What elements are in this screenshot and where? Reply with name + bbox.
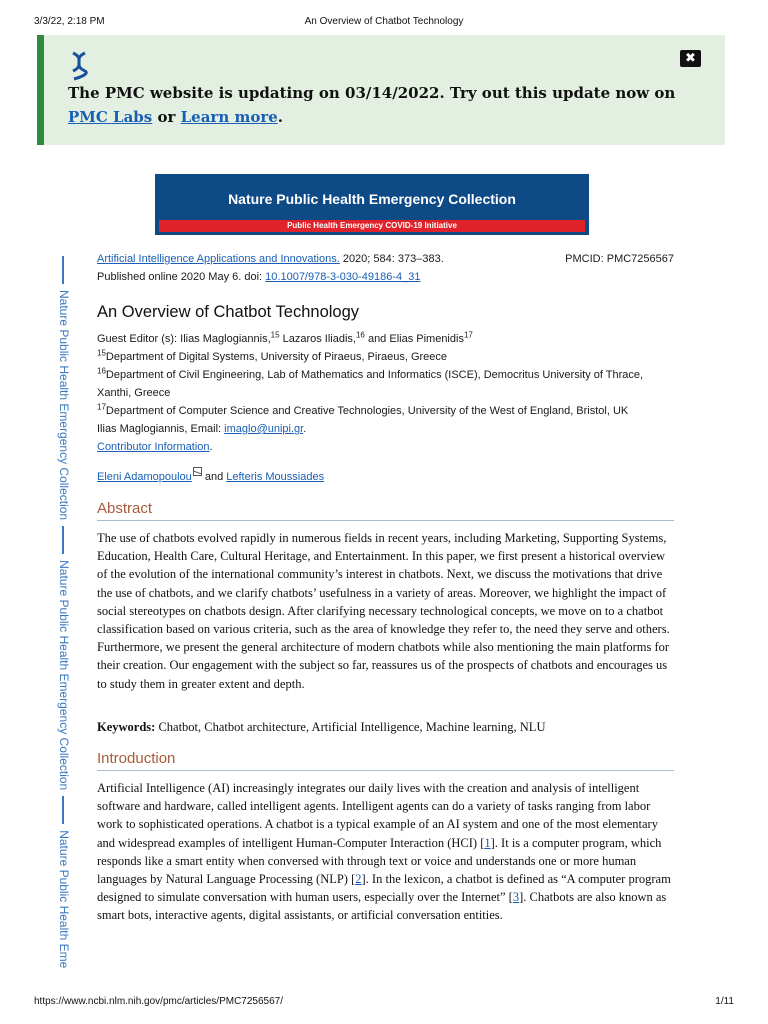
affiliation-3-text: Department of Computer Science and Creative Technologies, University of the West of England, Bristol, UK [105, 405, 629, 417]
rail-divider [62, 796, 64, 824]
abstract-text: The use of chatbots evolved rapidly in numerous fields in recent years, including Marketing, Supporting Systems, Education, Health Care, Cultural Heritage, and Entertainment. In this paper, we first present a historical overview of the evolution of the international community’s interest in chatbots. Next, we discuss the motivations that drive the use of chatbots, and we clarify chatbots’ usefulness in a variety of areas. Moreover, we highlight the impact of social stereotypes on chatbots design. After clarifying necessary technological concepts, we move on to a chatbot classification based on various criteria, such as the area of knowledge they refer to, the need they serve and others. Furthermore, we present the general architecture of modern chatbots while also mentioning the main platforms for their creation. Our engagement with the subject so far, reassures us of the prospects of chatbots and encourages us to study them in greater extent and depth. [97, 531, 670, 691]
reference-link[interactable]: 3 [512, 890, 520, 905]
editors-block [97, 330, 674, 456]
side-collection-rail[interactable] [50, 250, 80, 990]
introduction-text [97, 779, 674, 925]
authors-line [97, 467, 324, 486]
intro-part-2: ]. It is a computer program, which responds like a smart entity when conversed with through text or voice and understands one or more human languages by Natural Language Processing (NLP) [ [97, 835, 662, 887]
affiliation-2-sup: 16 [97, 366, 106, 376]
author-link[interactable]: Lefteris Moussiades [226, 471, 325, 483]
period-text: . [277, 108, 284, 126]
guest-editors [97, 330, 674, 348]
learn-more-link[interactable]: Learn more [180, 108, 278, 126]
published-line [97, 268, 674, 286]
affiliation-3 [97, 402, 674, 420]
affiliation-1 [97, 348, 674, 366]
update-message-text: The PMC website is updating on 03/14/2022. Try out this update now on [68, 84, 676, 102]
email-suffix: . [303, 423, 307, 435]
editor-1: Guest Editor (s): Ilias Maglogiannis, [97, 333, 271, 345]
keywords-line [97, 718, 674, 736]
abstract-heading: Abstract [97, 500, 674, 521]
article-content [97, 250, 674, 923]
contributor-info-line [97, 438, 674, 456]
print-title: An Overview of Chatbot Technology [304, 16, 464, 27]
and-text: and [201, 471, 227, 483]
mail-icon[interactable] [193, 467, 202, 476]
citation-details: 2020; 584: 373–383. [339, 253, 444, 265]
keywords-label: Keywords: [97, 720, 156, 734]
affiliation-1-sup: 15 [97, 348, 106, 358]
reference-link[interactable]: 1 [484, 835, 491, 850]
introduction-heading: Introduction [97, 750, 674, 771]
citation-line [97, 250, 674, 268]
contributor-suffix: . [209, 441, 213, 453]
rail-divider [62, 256, 64, 284]
reference-link[interactable]: 2 [355, 872, 362, 887]
or-text: or [152, 108, 181, 126]
collection-title: Nature Public Health Emergency Collection [228, 191, 516, 207]
intro-part-1: Artificial Intelligence (AI) increasingly integrates our daily lives with the creation and analysis of intelligent software and hardware, called intelligent agents. Intelligent agents can do a variety of tasks ranging from labor work to sophisticated operations. A chatbot is a typical example of an AI system and one of the most elementary and widespread examples of intelligent Human-Computer Interaction (HCI) [ [97, 781, 658, 850]
contributor-information-link[interactable]: Contributor Information [97, 441, 210, 453]
rail-label: Nature Public Health Emergency Collection [57, 290, 71, 521]
author-link[interactable]: Eleni Adamopoulou [97, 471, 192, 483]
collection-banner-image[interactable] [155, 174, 589, 235]
affiliation-2 [97, 366, 674, 402]
close-banner-button[interactable]: ✖ [680, 50, 701, 67]
intro-part-4: ]. Chatbots are also known as smart bots, interactive agents, digital assistants, or artificial conversation entities. [97, 890, 667, 923]
journal-link[interactable]: Artificial Intelligence Applications and Innovations. [97, 253, 340, 265]
published-text: Published online 2020 May 6. doi: [97, 271, 266, 283]
affiliation-1-text: Department of Digital Systems, University of Piraeus, Piraeus, Greece [105, 351, 448, 363]
update-notice-banner [37, 35, 725, 145]
print-footer [34, 996, 734, 1010]
editor-3: and Elias Pimenidis [364, 333, 464, 345]
print-url: https://www.ncbi.nlm.nih.gov/pmc/articles/PMC7256567/ [34, 996, 283, 1007]
update-message [68, 81, 701, 129]
print-header [34, 16, 734, 30]
collection-subtitle: Public Health Emergency COVID-19 Initiative [159, 220, 585, 232]
print-date: 3/3/22, 2:18 PM [34, 16, 105, 27]
editor-2: Lazaros Iliadis, [279, 333, 356, 345]
rail-divider [62, 526, 64, 554]
doi-link[interactable]: 10.1007/978-3-030-49186-4_31 [265, 271, 421, 283]
affiliation-2-text: Department of Civil Engineering, Lab of Mathematics and Informatics (ISCE), Democritus University of Thrace, Xanthi, Greece [97, 369, 644, 399]
pmcid: PMCID: PMC7256567 [565, 253, 674, 265]
rail-label-truncated: Nature Public Health Eme [57, 830, 71, 969]
article-title: An Overview of Chatbot Technology [97, 303, 360, 321]
page-number: 1/11 [715, 996, 734, 1007]
editor-1-sup: 15 [270, 330, 280, 340]
affiliation-3-sup: 17 [97, 402, 106, 412]
dna-logo-icon [68, 51, 90, 81]
email-link[interactable]: imaglo@unipi.gr [224, 423, 304, 435]
intro-part-3: ]. In the lexicon, a chatbot is defined as “A computer program designed to simulate conversation with human users, especially over the Internet” [ [97, 872, 671, 905]
editor-2-sup: 16 [355, 330, 365, 340]
rail-label: Nature Public Health Emergency Collection [57, 560, 71, 791]
email-prefix: Ilias Maglogiannis, Email: [97, 423, 225, 435]
editor-email-line [97, 420, 674, 438]
editor-3-sup: 17 [463, 330, 473, 340]
keywords-text: Chatbot, Chatbot architecture, Artificial Intelligence, Machine learning, NLU [155, 720, 546, 734]
pmc-labs-link[interactable]: PMC Labs [68, 108, 153, 126]
